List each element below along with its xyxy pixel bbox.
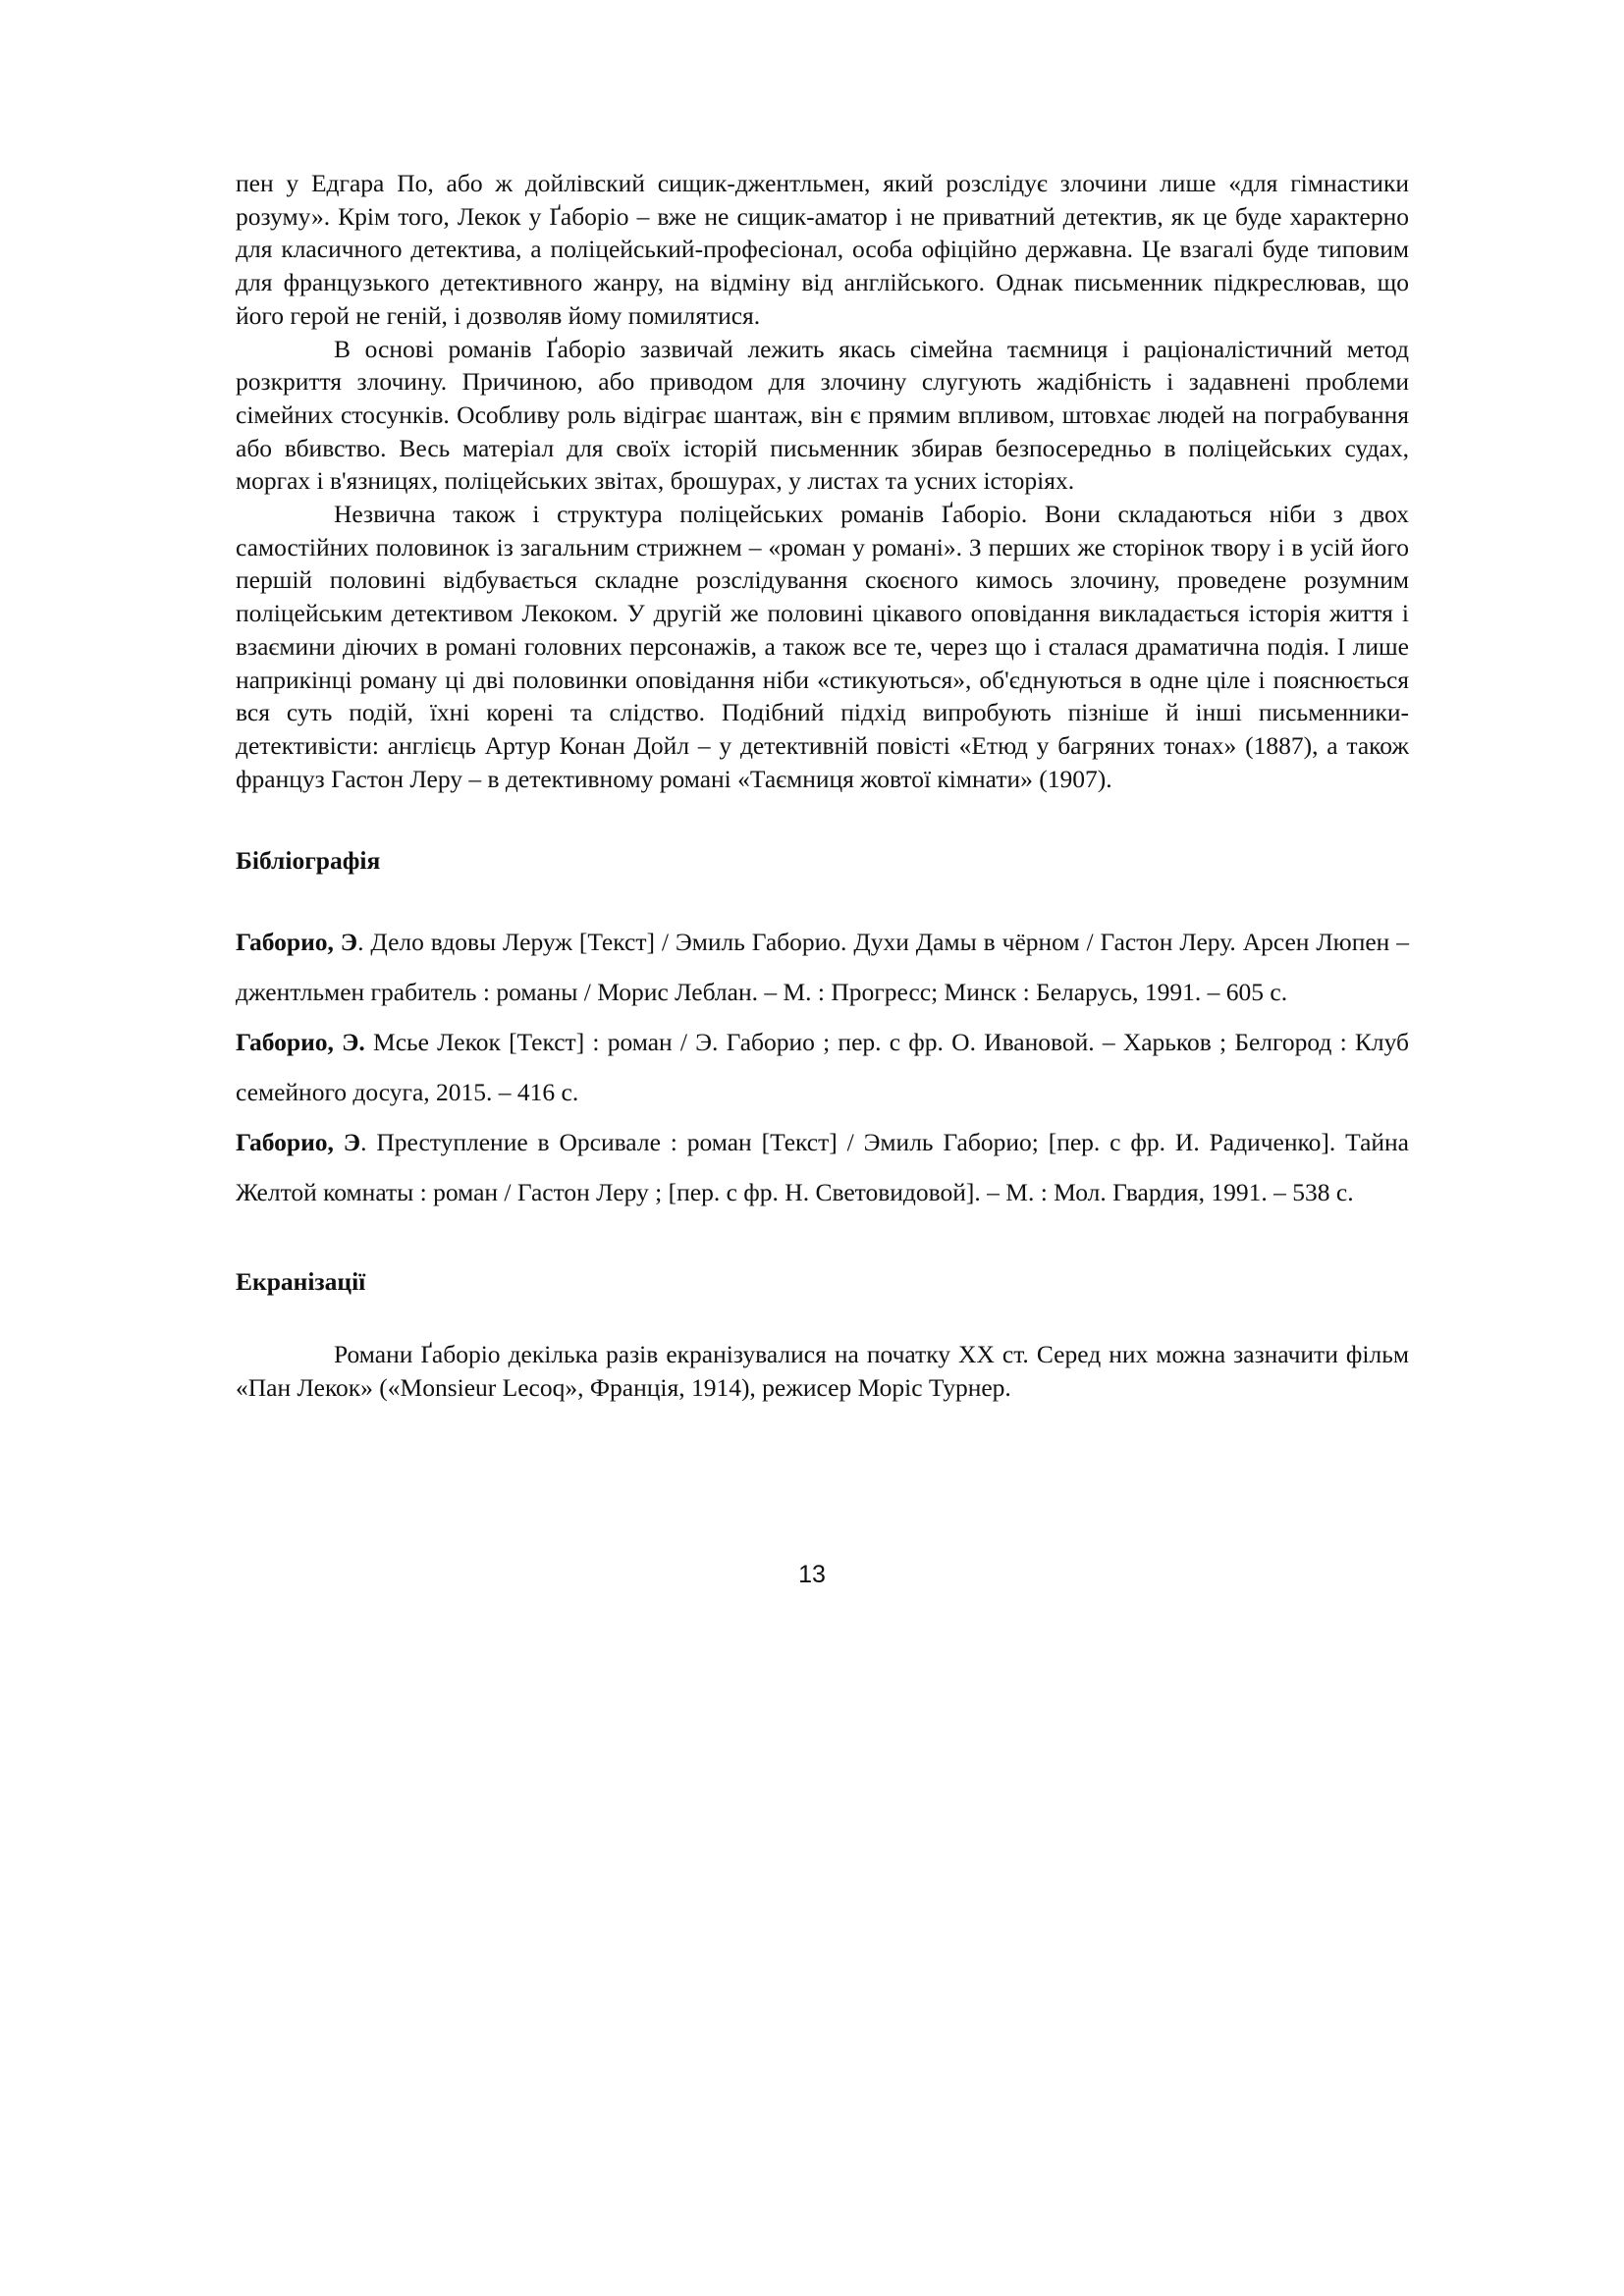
- adaptations-paragraph: Романи Ґаборіо декілька разів екранізувалися на початку XX ст. Серед них можна зазначити фільм «Пан Лекок» («Monsieur Lecoq», Франція, 1914), режисер Моріс Турнер.: [236, 1340, 1409, 1403]
- bibliography-author: Габорио, Э.: [236, 1028, 365, 1057]
- bibliography-text: Мсье Лекок [Текст] : роман / Э. Габорио ; пер. с фр. О. Ивановой. – Харьков ; Белгород : Клуб семейного досуга, 2015. – 416 с.: [236, 1028, 1409, 1107]
- body-paragraph: пен у Едгара По, або ж дойлівский сищик-джентльмен, який розслідує злочини лише «для гімнастики розуму». Крім того, Лекок у Ґаборіо – вже не сищик-аматор і не приватний детектив, як це буде характерно для класичного детектива, а поліцейський-професіонал, особа офіційно державна. Це взагалі буде типовим для французького детективного жанру, на відміну від англійського. Однак письменник підкреслював, що його герой не геній, і дозволяв йому помилятися.: [236, 169, 1409, 330]
- bibliography-text: . Преступление в Орсивале : роман [Текст] / Эмиль Габорио; [пер. с фр. И. Радиченко]. Тайна Желтой комнаты : роман / Гастон Леру ; [пер. с фр. Н. Световидовой]. – М. : Мол. Гвардия, 1991. – 538 с.: [236, 1128, 1409, 1207]
- bibliography-list: [236, 917, 1409, 1217]
- page-content: [236, 167, 1409, 1405]
- bibliography-text: . Дело вдовы Леруж [Текст] / Эмиль Габорио. Духи Дамы в чёрном / Гастон Леру. Арсен Люпен – джентльмен грабитель : романы / Морис Леблан. – М. : Прогресс; Минск : Беларусь, 1991. – 605 с.: [236, 928, 1409, 1007]
- bibliography-entry: [236, 1117, 1409, 1217]
- page-number: 13: [798, 1561, 826, 1588]
- adaptations-heading: Екранізації: [236, 1267, 366, 1297]
- bibliography-entry: [236, 917, 1409, 1017]
- bibliography-heading: Бібліографія: [236, 846, 381, 876]
- body-paragraph: В основі романів Ґаборіо зазвичай лежить якась сімейна таємниця і раціоналістичний метод розкриття злочину. Причиною, або приводом для злочину слугують жадібність і задавнені проблеми сімейних стосунків. Особливу роль відіграє шантаж, він є прямим впливом, штовхає людей на пограбування або вбивство. Весь матеріал для своїх історій письменник збирав безпосередньо в поліцейських судах, моргах і в'язницях, поліцейських звітах, брошурах, у листах та усних історіях.: [236, 334, 1409, 496]
- bibliography-author: Габорио, Э: [236, 928, 358, 957]
- body-paragraph: Незвична також і структура поліцейських романів Ґаборіо. Вони складаються ніби з двох самостійних половинок із загальним стрижнем – «роман у романі». З перших же сторінок твору і в усій його першій половині відбувається складне розслідування скоєного кимось злочину, проведене розумним поліцейським детективом Лекоком. У другій же половині цікавого оповідання викладається історія життя і взаємини діючих в романі головних персонажів, а також все те, через що і сталася драматична подія. І лише наприкінці роману ці дві половинки оповідання ніби «стикуються», об'єднуються в одне ціле і пояснюється вся суть подій, їхні корені та слідство. Подібний підхід випробують пізніше й інші письменники-детективісти: англієць Артур Конан Дойл – у детективній повісті «Етюд у багряних тонах» (1887), а також француз Гастон Леру – в детективному романі «Таємниця жовтої кімнати» (1907).: [236, 500, 1409, 793]
- bibliography-author: Габорио, Э: [236, 1128, 361, 1157]
- bibliography-entry: [236, 1017, 1409, 1117]
